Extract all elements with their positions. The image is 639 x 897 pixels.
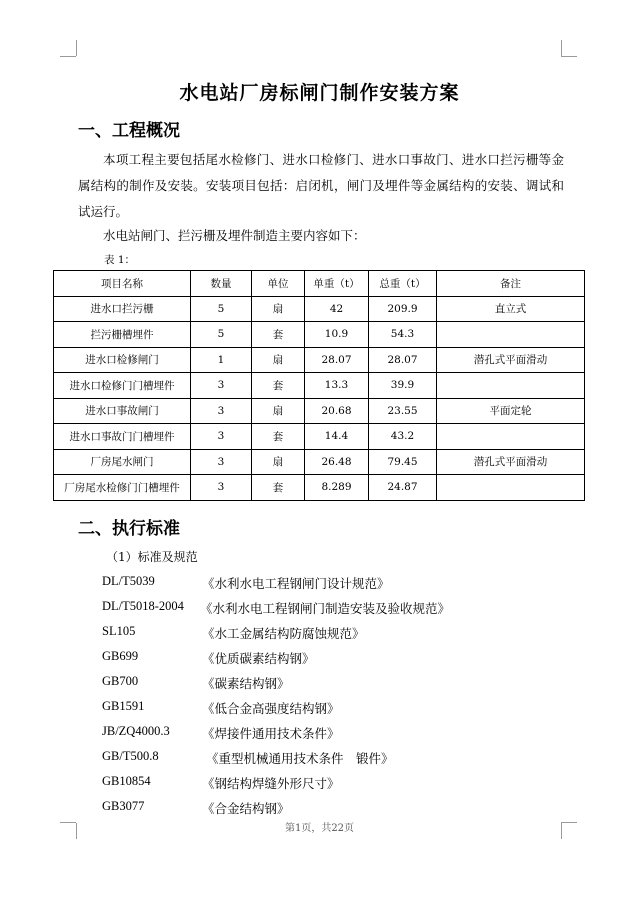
table-cell: 5 xyxy=(191,296,252,322)
table-cell: 3 xyxy=(191,475,252,501)
table-header-cell: 单重（t） xyxy=(305,271,369,297)
table-cell: 扇 xyxy=(252,347,305,373)
table-cell: 10.9 xyxy=(305,322,369,348)
standard-name: 《焊接件通用技术条件》 xyxy=(202,726,340,741)
table-cell: 扇 xyxy=(252,296,305,322)
table-cell: 3 xyxy=(191,424,252,450)
table-cell: 套 xyxy=(252,424,305,450)
table-header-cell: 总重（t） xyxy=(369,271,437,297)
table-row xyxy=(54,347,585,373)
table-row xyxy=(54,373,585,399)
standard-item xyxy=(102,724,572,746)
standard-name: 《水工金属结构防腐蚀规范》 xyxy=(202,626,365,641)
standard-item xyxy=(102,774,572,796)
standard-item xyxy=(102,599,572,621)
table-cell: 潜孔式平面滑动 xyxy=(437,449,585,475)
table-cell: 进水口事故闸门 xyxy=(54,398,191,424)
table-cell: 42 xyxy=(305,296,369,322)
standard-name: 《低合金高强度结构钢》 xyxy=(202,701,340,716)
crop-mark xyxy=(76,40,77,56)
table-cell: 8.289 xyxy=(305,475,369,501)
table-row xyxy=(54,296,585,322)
standard-name: 《碳素结构钢》 xyxy=(202,676,290,691)
table-cell: 26.48 xyxy=(305,449,369,475)
table-cell: 5 xyxy=(191,322,252,348)
standards-subheading: （1）标准及规范 xyxy=(106,550,198,564)
standard-code: GB/T500.8 xyxy=(102,749,159,763)
table-cell: 扇 xyxy=(252,398,305,424)
standard-name: 《钢结构焊缝外形尺寸》 xyxy=(202,776,340,791)
table-row xyxy=(54,424,585,450)
standard-item xyxy=(102,749,572,771)
standard-code: JB/ZQ4000.3 xyxy=(102,724,170,738)
table-cell: 进水口拦污栅 xyxy=(54,296,191,322)
standard-name: 《水利水电工程钢闸门制造安装及验收规范》 xyxy=(200,601,451,616)
table-cell: 拦污栅槽埋件 xyxy=(54,322,191,348)
standard-name: 《合金结构钢》 xyxy=(202,801,290,816)
standard-item xyxy=(102,624,572,646)
table-cell: 3 xyxy=(191,398,252,424)
standard-item xyxy=(102,799,572,821)
standard-code: GB700 xyxy=(102,674,139,688)
table-cell: 进水口事故门门槽埋件 xyxy=(54,424,191,450)
table-row xyxy=(54,398,585,424)
standard-code: GB10854 xyxy=(102,774,151,788)
table-cell: 39.9 xyxy=(369,373,437,399)
table-cell: 28.07 xyxy=(305,347,369,373)
table-cell: 3 xyxy=(191,449,252,475)
table-caption: 表 1： xyxy=(104,254,136,266)
table-cell: 43.2 xyxy=(369,424,437,450)
standard-code: DL/T5018-2004 xyxy=(102,599,184,613)
table-row xyxy=(54,449,585,475)
standard-item xyxy=(102,649,572,671)
table-header-cell: 项目名称 xyxy=(54,271,191,297)
section-heading-standards: 二、执行标准 xyxy=(78,519,180,539)
table-cell: 平面定轮 xyxy=(437,398,585,424)
table-cell: 套 xyxy=(252,475,305,501)
table-cell xyxy=(437,373,585,399)
standard-code: DL/T5039 xyxy=(102,574,155,588)
table-header-cell: 备注 xyxy=(437,271,585,297)
table-cell: 79.45 xyxy=(369,449,437,475)
table-cell: 厂房尾水检修门门槽埋件 xyxy=(54,475,191,501)
table-cell: 厂房尾水闸门 xyxy=(54,449,191,475)
standard-code: GB3077 xyxy=(102,799,145,813)
table-cell: 14.4 xyxy=(305,424,369,450)
overview-paragraph: 本项工程主要包括尾水检修门、进水口检修门、进水口事故门、进水口拦污栅等金属结构的制作及安装。安装项目包括：启闭机，闸门及埋件等金属结构的安装、调试和试运行。 xyxy=(78,152,564,219)
manufacturing-table xyxy=(53,270,585,501)
standard-name: 《重型机械通用技术条件 锻件》 xyxy=(206,751,394,766)
standard-code: SL105 xyxy=(102,624,136,638)
table-cell: 3 xyxy=(191,373,252,399)
table-cell: 209.9 xyxy=(369,296,437,322)
standard-item xyxy=(102,699,572,721)
table-row xyxy=(54,475,585,501)
contents-intro-paragraph: 水电站闸门、拦污栅及埋件制造主要内容如下： xyxy=(103,228,366,243)
table-cell: 套 xyxy=(252,322,305,348)
table-cell: 28.07 xyxy=(369,347,437,373)
table-cell: 54.3 xyxy=(369,322,437,348)
crop-mark xyxy=(561,40,562,56)
table-cell: 24.87 xyxy=(369,475,437,501)
standard-code: GB1591 xyxy=(102,699,145,713)
table-cell: 进水口检修门门槽埋件 xyxy=(54,373,191,399)
table-header-row xyxy=(54,271,585,297)
table-cell: 1 xyxy=(191,347,252,373)
standard-code: GB699 xyxy=(102,649,139,663)
table-header-cell: 数量 xyxy=(191,271,252,297)
standard-item xyxy=(102,674,572,696)
section-heading-overview: 一、工程概况 xyxy=(78,121,180,141)
standard-name: 《优质碳素结构钢》 xyxy=(202,651,315,666)
page-footer: 第1页，共22页 xyxy=(284,823,355,834)
crop-mark xyxy=(60,56,76,57)
table-cell xyxy=(437,424,585,450)
table-cell: 扇 xyxy=(252,449,305,475)
table-row xyxy=(54,322,585,348)
table-cell: 进水口检修闸门 xyxy=(54,347,191,373)
table-cell: 20.68 xyxy=(305,398,369,424)
table-cell: 23.55 xyxy=(369,398,437,424)
table-cell: 直立式 xyxy=(437,296,585,322)
table-cell: 潜孔式平面滑动 xyxy=(437,347,585,373)
table-cell xyxy=(437,322,585,348)
crop-mark xyxy=(561,56,577,57)
table-cell: 13.3 xyxy=(305,373,369,399)
table-cell xyxy=(437,475,585,501)
table-header-cell: 单位 xyxy=(252,271,305,297)
table-cell: 套 xyxy=(252,373,305,399)
standard-name: 《水利水电工程钢闸门设计规范》 xyxy=(202,576,390,591)
standard-item xyxy=(102,574,572,596)
document-title: 水电站厂房标闸门制作安装方案 xyxy=(179,82,460,104)
